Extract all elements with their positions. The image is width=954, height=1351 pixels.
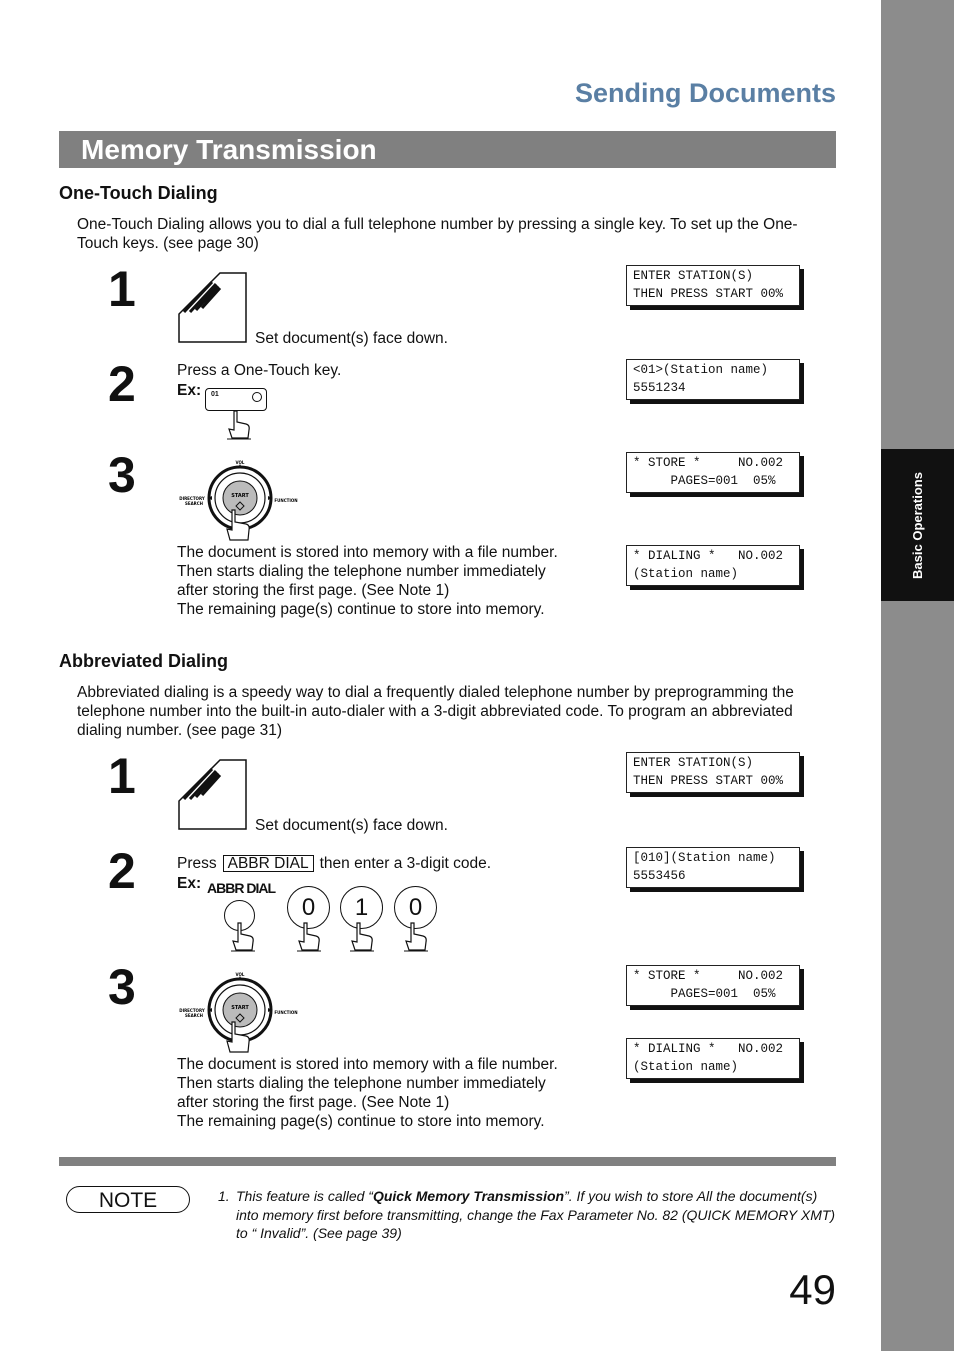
abbreviated-intro (77, 683, 837, 740)
lcd-display: * STORE * NO.002 PAGES=001 05% (626, 965, 800, 1006)
start-dial-panel-icon (178, 970, 302, 1054)
lcd-display: ENTER STATION(S) THEN PRESS START 00% (626, 265, 800, 306)
step-description (177, 1055, 607, 1131)
search-label: SEARCH (184, 1013, 204, 1018)
step-instruction (177, 854, 491, 873)
description-line: The remaining page(s) continue to store into memory. (177, 601, 545, 618)
abbreviated-intro-line: dialing number. (see page 31) (77, 722, 283, 739)
section-bar (59, 131, 836, 168)
chapter-tab (881, 449, 954, 601)
lcd-display: [010](Station name) 5553456 (626, 847, 800, 888)
lcd-display: ENTER STATION(S) THEN PRESS START 00% (626, 752, 800, 793)
note-label: NOTE (66, 1186, 190, 1213)
vol-label: VOL (235, 972, 245, 977)
function-label: FUNCTION (274, 1010, 298, 1015)
step-text: Set document(s) face down. (255, 817, 448, 834)
start-key-label: START (231, 1005, 249, 1011)
one-touch-key (205, 388, 267, 411)
section-title: Memory Transmission (81, 134, 377, 165)
digit-key: 0 (287, 886, 330, 929)
step-number: 2 (108, 356, 136, 412)
pressing-finger-icon (296, 922, 322, 952)
pressing-finger-icon (230, 922, 256, 952)
note-divider (59, 1157, 836, 1166)
directory-label: DIRECTORY (179, 1008, 205, 1013)
note-text-after: ”. If you wish to store All the document(s) into memory first before transmitting, change the Fax Parameter No. 82 (QUICK MEMORY XMT) to “ Invalid”. (See page 39) (236, 1188, 836, 1241)
description-line: Then starts dialing the telephone number immediately (177, 563, 546, 580)
note-body (236, 1187, 836, 1243)
one-touch-intro-line: One-Touch Dialing allows you to dial a full telephone number by pressing a single key. To set up the One- (77, 216, 798, 233)
step-number: 3 (108, 959, 136, 1015)
lcd-display: * STORE * NO.002 PAGES=001 05% (626, 452, 800, 493)
abbr-dial-keybox: ABBR DIAL (223, 855, 314, 872)
press-word: Press (177, 855, 217, 872)
document-face-down-icon (178, 759, 250, 831)
note-text-before: This feature is called “ (236, 1188, 373, 1204)
step-text: Press a One-Touch key. (177, 362, 342, 379)
function-label: FUNCTION (274, 498, 298, 503)
digit-key: 0 (394, 886, 437, 929)
pressing-finger-icon (226, 410, 252, 440)
description-line: Then starts dialing the telephone number immediately (177, 1075, 546, 1092)
description-line: The document is stored into memory with a file number. (177, 1056, 558, 1073)
right-margin-bar (881, 0, 954, 1351)
pressing-finger-icon (403, 922, 429, 952)
directory-label: DIRECTORY (179, 496, 205, 501)
description-line: The document is stored into memory with a file number. (177, 544, 558, 561)
chapter-tab-label: Basic Operations (910, 471, 925, 579)
example-label: Ex: (177, 875, 202, 892)
abbreviated-intro-line: telephone number into the built-in auto-dialer with a 3-digit abbreviated code. To program an abbreviated (77, 703, 793, 720)
step-text: Set document(s) face down. (255, 330, 448, 347)
pressing-finger-icon (349, 922, 375, 952)
instruction-tail: then enter a 3-digit code. (319, 855, 492, 872)
lcd-display: * DIALING * NO.002 (Station name) (626, 545, 800, 586)
start-dial-panel-icon (178, 458, 302, 542)
document-face-down-icon (178, 272, 250, 344)
one-touch-intro (77, 215, 837, 253)
lcd-display: * DIALING * NO.002 (Station name) (626, 1038, 800, 1079)
vol-label: VOL (235, 460, 245, 465)
key-indicator-icon (252, 392, 262, 402)
one-touch-key-label: 01 (211, 391, 219, 398)
lcd-display: <01>(Station name) 5551234 (626, 359, 800, 400)
abbr-dial-label: ABBR DIAL (207, 880, 275, 896)
note-number: 1. (218, 1188, 230, 1204)
example-label: Ex: (177, 382, 202, 399)
chapter-title: Sending Documents (574, 78, 836, 108)
digit-key: 1 (340, 886, 383, 929)
abbreviated-heading: Abbreviated Dialing (59, 651, 229, 671)
abbreviated-intro-line: Abbreviated dialing is a speedy way to dial a frequently dialed telephone number by preprogramming the (77, 684, 794, 701)
one-touch-heading: One-Touch Dialing (59, 183, 218, 203)
description-line: The remaining page(s) continue to store into memory. (177, 1113, 545, 1130)
search-label: SEARCH (184, 501, 204, 506)
note-feature-name: Quick Memory Transmission (372, 1188, 565, 1204)
step-description (177, 543, 607, 619)
step-number: 1 (108, 748, 136, 804)
description-line: after storing the first page. (See Note 1) (177, 582, 450, 599)
page-number: 49 (789, 1266, 836, 1313)
description-line: after storing the first page. (See Note 1) (177, 1094, 450, 1111)
start-key-label: START (231, 493, 249, 499)
one-touch-intro-line: Touch keys. (see page 30) (77, 235, 259, 252)
step-number: 2 (108, 843, 136, 899)
step-number: 1 (108, 261, 136, 317)
step-number: 3 (108, 447, 136, 503)
